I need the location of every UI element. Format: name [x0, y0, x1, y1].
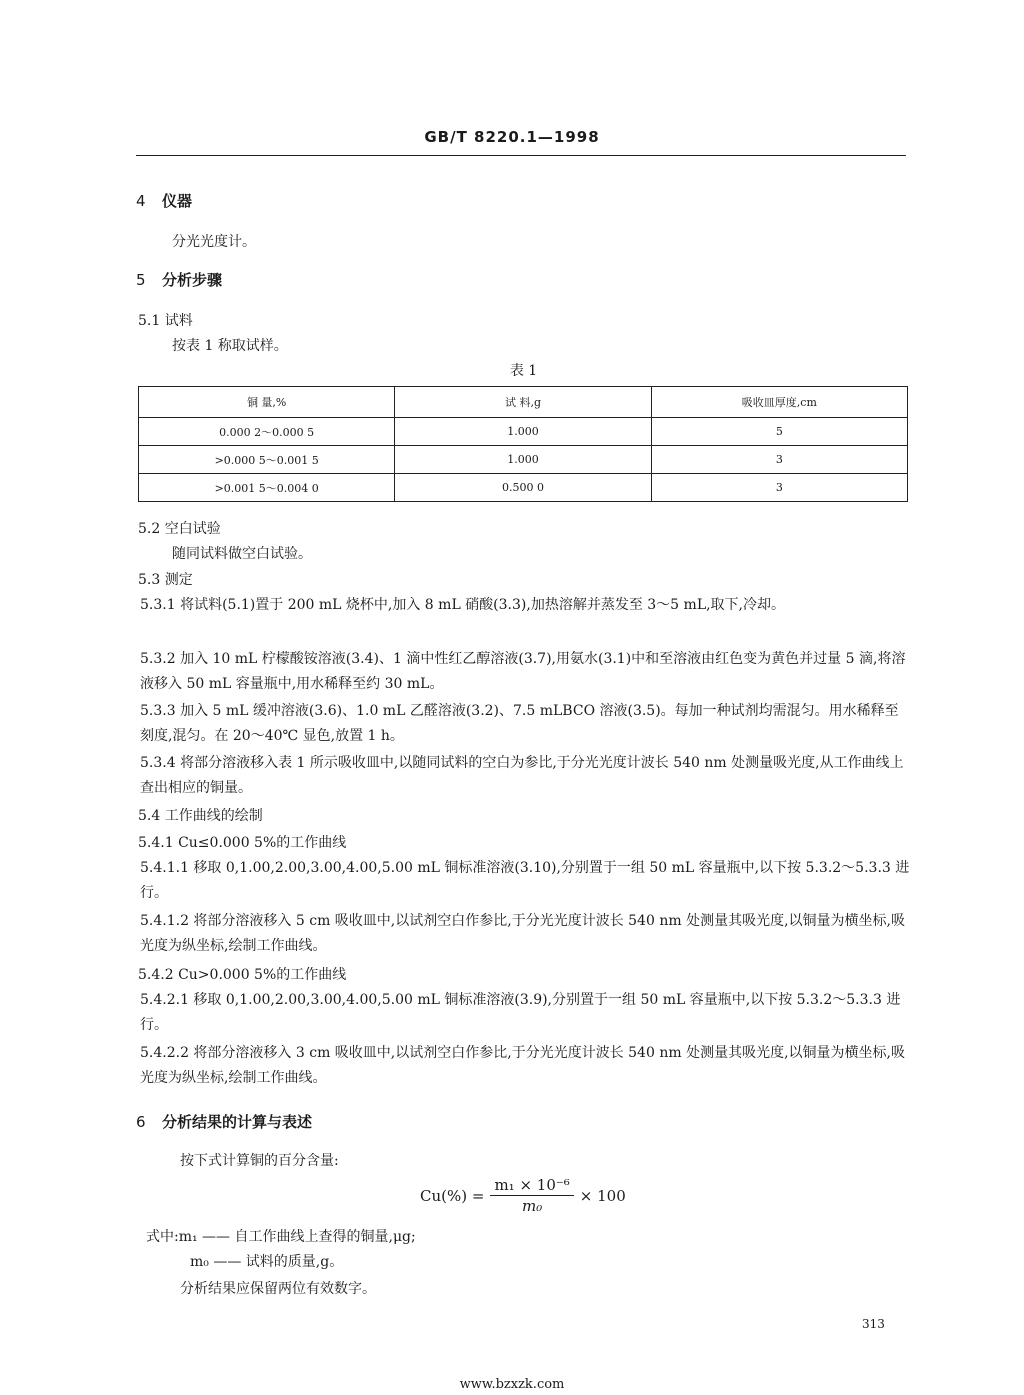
formula-numerator: m₁ × 10⁻⁶ — [490, 1176, 573, 1196]
table-1 — [138, 386, 908, 502]
paragraph-5-3-1: 5.3.1 将试料(5.1)置于 200 mL 烧杯中,加入 8 mL 硝酸(3.3),加热溶解并蒸发至 3～5 mL,取下,冷却。 — [140, 597, 786, 613]
table-row — [139, 474, 908, 502]
where-line-2: m₀ —— 试料的质量,g。 — [190, 1254, 344, 1270]
section-5-4-heading: 5.4 工作曲线的绘制 — [138, 808, 263, 824]
header-cell-thickness: 吸收皿厚度,cm — [651, 387, 907, 418]
copper-formula — [420, 1176, 626, 1215]
section-5-1-body: 按表 1 称取试样。 — [172, 338, 288, 354]
table-cell: >0.000 5～0.001 5 — [139, 446, 395, 474]
header-sample-mass: 试 料,g — [395, 387, 651, 418]
formula-denominator: m₀ — [521, 1197, 543, 1215]
table-row — [139, 418, 908, 446]
section-number: 5 — [136, 271, 146, 289]
section-6-heading — [136, 1111, 312, 1132]
table-cell: 1.000 — [395, 418, 651, 446]
section-4-body: 分光光度计。 — [172, 234, 256, 250]
table-header-row — [139, 387, 908, 418]
table-cell: 5 — [651, 418, 907, 446]
header-rule — [136, 155, 906, 156]
section-5-heading — [136, 269, 222, 290]
table-cell: 1.000 — [395, 446, 651, 474]
section-title: 仪器 — [162, 192, 193, 210]
formula-fraction — [490, 1176, 573, 1215]
section-5-4-2-heading: 5.4.2 Cu>0.000 5%的工作曲线 — [138, 967, 347, 983]
paragraph-5-3-2: 5.3.2 加入 10 mL 柠檬酸铵溶液(3.4)、1 滴中性红乙醇溶液(3.7),用氨水(3.1)中和至溶液由红色变为黄色并过量 5 滴,将溶液移入 50 mL 容量瓶中,用水稀释至约 30 mL。 — [140, 651, 906, 692]
section-title: 分析结果的计算与表述 — [162, 1113, 313, 1131]
table-row — [139, 446, 908, 474]
section-5-3-heading: 5.3 测定 — [138, 572, 193, 588]
table-caption: 表 1 — [509, 363, 538, 379]
page-number: 313 — [862, 1317, 885, 1331]
conclusion: 分析结果应保留两位有效数字。 — [180, 1281, 376, 1297]
document-header: GB/T 8220.1—1998 — [424, 128, 600, 146]
table-cell: 0.000 2～0.000 5 — [139, 418, 395, 446]
formula-lhs: Cu(%) = — [420, 1186, 485, 1205]
formula-rhs: × 100 — [579, 1186, 626, 1205]
paragraph-5-3-4: 5.3.4 将部分溶液移入表 1 所示吸收皿中,以随同试料的空白为参比,于分光光度计波长 540 nm 处测量吸光度,从工作曲线上查出相应的铜量。 — [140, 755, 904, 796]
section-6-intro: 按下式计算铜的百分含量: — [180, 1153, 339, 1169]
section-5-1-heading: 5.1 试料 — [138, 313, 193, 329]
section-title: 分析步骤 — [162, 271, 223, 289]
table-cell: 3 — [651, 446, 907, 474]
section-5-2-body: 随同试料做空白试验。 — [172, 546, 312, 562]
paragraph-5-4-2-1: 5.4.2.1 移取 0,1.00,2.00,3.00,4.00,5.00 mL 铜标准溶液(3.9),分别置于一组 50 mL 容量瓶中,以下按 5.3.2～5.3.3 进行。 — [140, 992, 901, 1033]
table-cell: 0.500 0 — [395, 474, 651, 502]
footer-url: www.bzxzk.com — [459, 1377, 565, 1392]
paragraph-5-4-2-2: 5.4.2.2 将部分溶液移入 3 cm 吸收皿中,以试剂空白作参比,于分光光度计波长 540 nm 处测量其吸光度,以铜量为横坐标,吸光度为纵坐标,绘制工作曲线。 — [140, 1045, 905, 1086]
paragraph-5-3-3: 5.3.3 加入 5 mL 缓冲溶液(3.6)、1.0 mL 乙醛溶液(3.2)、7.5 mLBCO 溶液(3.5)。每加一种试剂均需混匀。用水稀释至刻度,混匀。在 20～40℃ 显色,放置 1 h。 — [140, 703, 899, 744]
where-line-1: 式中:m₁ —— 自工作曲线上查得的铜量,μg; — [146, 1229, 416, 1245]
paragraph-5-4-1-2: 5.4.1.2 将部分溶液移入 5 cm 吸收皿中,以试剂空白作参比,于分光光度计波长 540 nm 处测量其吸光度,以铜量为横坐标,吸光度为纵坐标,绘制工作曲线。 — [140, 913, 905, 954]
section-number: 4 — [136, 192, 146, 210]
header-copper-content: 铜 量,% — [139, 387, 395, 418]
section-4-heading — [136, 190, 192, 211]
table-cell: 3 — [651, 474, 907, 502]
section-number: 6 — [136, 1113, 146, 1131]
table-cell: >0.001 5～0.004 0 — [139, 474, 395, 502]
section-5-4-1-heading: 5.4.1 Cu≤0.000 5%的工作曲线 — [138, 835, 347, 851]
paragraph-5-4-1-1: 5.4.1.1 移取 0,1.00,2.00,3.00,4.00,5.00 mL 铜标准溶液(3.10),分别置于一组 50 mL 容量瓶中,以下按 5.3.2～5.3.3 进行。 — [140, 860, 910, 901]
section-5-2-heading: 5.2 空白试验 — [138, 521, 221, 537]
